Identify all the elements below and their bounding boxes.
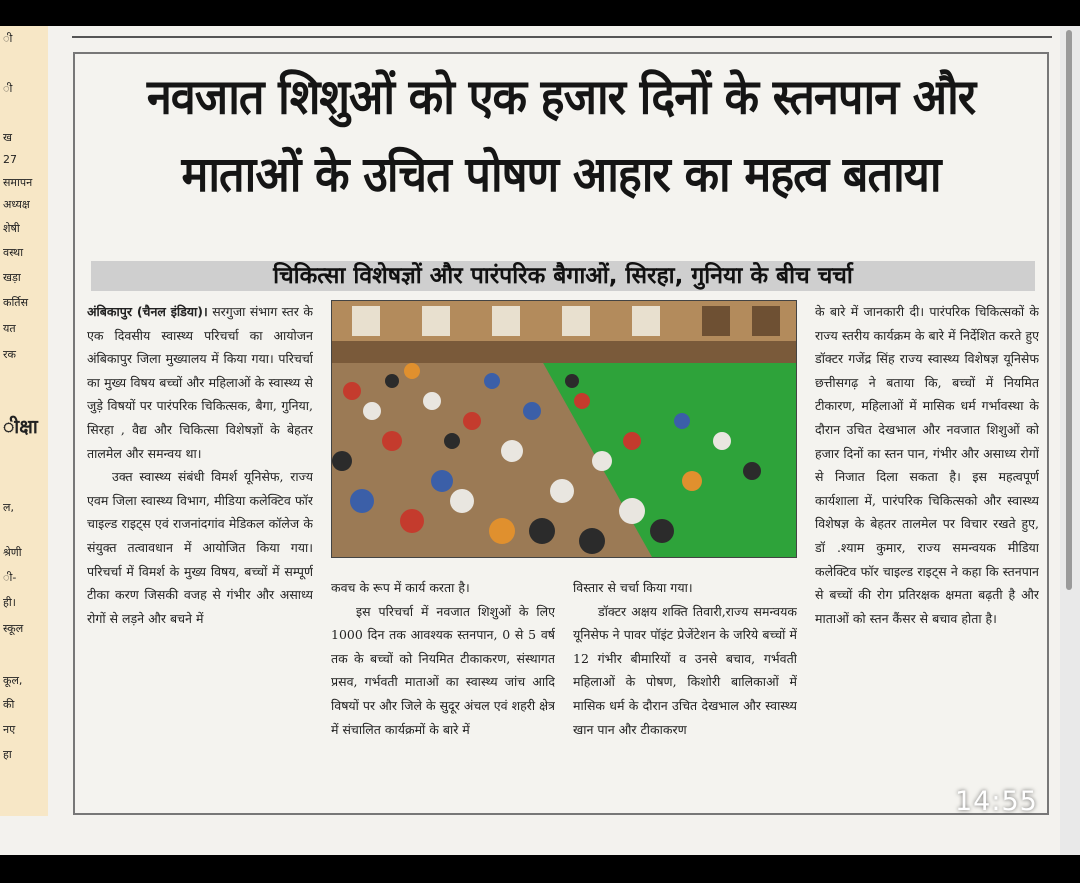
sidebar-fragment: स्कूल — [3, 622, 24, 635]
sidebar-fragment: श्रेणी — [3, 546, 22, 559]
sidebar-fragment: समापन — [3, 176, 33, 189]
sidebar-fragment: ीक्षा — [3, 416, 38, 438]
sidebar-fragment: ख — [3, 131, 12, 144]
sidebar-fragment: ही। — [3, 596, 16, 609]
headline-line-2: माताओं के उचित पोषण आहार का महत्व बताया — [181, 145, 941, 203]
sidebar-fragment: ी — [3, 82, 13, 95]
sidebar-fragment: नए — [3, 723, 16, 736]
bottom-bar — [0, 855, 1080, 883]
sidebar-fragment: यत — [3, 322, 16, 335]
sidebar-fragment: कर्तिस — [3, 296, 29, 309]
column-text: विस्तार से चर्चा किया गया। — [573, 580, 693, 595]
sidebar-fragment: 27 — [3, 153, 17, 166]
headline-line-1: नवजात शिशुओं को एक हजार दिनों के स्तनपान और — [146, 67, 976, 126]
sidebar-fragment: रक — [3, 348, 16, 361]
article-column-3 — [573, 576, 797, 798]
subheadline: चिकित्सा विशेषज्ञों और पारंपरिक बैगाओं, सिरहा, गुनिया के बीच चर्चा — [273, 263, 853, 289]
article-column-2 — [331, 576, 555, 798]
sidebar-fragment: हा — [3, 748, 12, 761]
article-column-4 — [815, 300, 1039, 798]
sidebar-fragment: वस्था — [3, 246, 24, 259]
top-rule — [72, 36, 1052, 38]
sidebar-fragment: कूल, — [3, 674, 23, 687]
column-text: के बारे में जानकारी दी। पारंपरिक चिकित्सकों के राज्य स्तरीय कार्यक्रम के बारे में निर्देशित करते हुए डॉक्टर गजेंद्र सिंह राज्य स्वास्थ्य विशेषज्ञ यूनिसेफ छत्तीसगढ़ ने बताया कि, बच्चों में नियमित टीकारण, महिलाओं में मासिक धर्म गर्भावस्था के दौरान उचित देखभाल और नवजात शिशुओं को हजार दिनों का स्तन पान, गंभीर और असाध्य रोगों से निजात दिला सकता है। इस महत्वपूर्ण कार्यशाला में, पारंपरिक चिकित्सको और स्वास्थ्य विशेषज्ञ के बेहतर तालमेल पर विचार रखते हुए, डॉ .श्याम कुमार, राज्य समन्वयक मीडिया कलेक्टिव फॉर चाइल्ड राइट्स ने कहा कि स्तनपान से बच्चों की रोग प्रतिरक्षक क्षमता बढ़ती है और माताओं को स्तन कैंसर से बचाव होता है। — [815, 304, 1039, 626]
scrollbar[interactable] — [1066, 30, 1072, 590]
adjacent-column-strip — [0, 26, 48, 816]
column-text: डॉक्टर अक्षय शक्ति तिवारी,राज्य समन्वयक यूनिसेफ ने पावर पॉइंट प्रेजेंटेशन के जरिये बच्चों में 12 गंभीर बीमारियों व उनसे बचाव, गर्भवती महिलाओं के पोषण, किशोरी बालिकाओं में मासिक धर्म के दौरान उचित देखभाल और स्वास्थ्य खान पान और टीकाकरण — [573, 603, 797, 737]
status-time: 14:55 — [955, 786, 1038, 817]
sidebar-fragment: शेषी — [3, 222, 20, 235]
sidebar-fragment: की — [3, 698, 15, 711]
column-text: इस परिचर्चा में नवजात शिशुओं के लिए 1000 दिन तक आवश्यक स्तनपान, 0 से 5 वर्ष तक के बच्चों को नियमित टीकाकरण, संस्थागत प्रसव, गर्भवती माताओं का स्वास्थ्य जांच आदि विषयों पर और जिले के सुदूर अंचल एवं शहरी क्षेत्र में संचालित कार्यक्रमों के बारे में — [331, 603, 555, 737]
event-photo — [331, 300, 797, 558]
sidebar-fragment: खड़ा — [3, 271, 21, 284]
column-text: कवच के रूप में कार्य करता है। — [331, 580, 470, 595]
sidebar-fragment: ी- — [3, 571, 17, 584]
column-text: सरगुजा संभाग स्तर के एक दिवसीय स्वास्थ्य परिचर्चा का आयोजन अंबिकापुर जिला मुख्यालय में किया गया। परिचर्चा का मुख्य विषय बच्चों और महिलाओं के स्वास्थ्य से जुड़े विषयों पर पारंपरिक चिकित्सक, बैगा, गुनिया, सिरहा , वैद्य और चिकित्सा विशेषज्ञों के बेहतर तालमेल और समन्वय था। — [87, 304, 313, 461]
column-text: उक्त स्वास्थ्य संबंधी विमर्श यूनिसेफ, राज्य एवम जिला स्वास्थ्य विभाग, मीडिया कलेक्टिव फॉर चाइल्ड राइट्स एवं राजनांदगांव मेडिकल कॉलेज के संयुक्त तत्वावधान में आयोजित किया गया। परिचर्चा में विमर्श के मुख्य विषय, बच्चों में सम्पूर्ण टीका करण जिसकी वजह से गंभीर और असाध्य रोगों से लड़ने और बचने में — [87, 469, 313, 626]
sidebar-fragment: अध्यक्ष — [3, 198, 30, 211]
subheadline-bar — [91, 261, 1035, 291]
sidebar-fragment: ी — [3, 32, 13, 45]
top-status-bar — [0, 0, 1080, 26]
article-column-1 — [87, 300, 313, 798]
sidebar-fragment: ल, — [3, 501, 14, 514]
news-article — [73, 52, 1049, 815]
dateline: अंबिकापुर (चैनल इंडिया)। — [87, 304, 208, 319]
headline — [75, 58, 1047, 214]
